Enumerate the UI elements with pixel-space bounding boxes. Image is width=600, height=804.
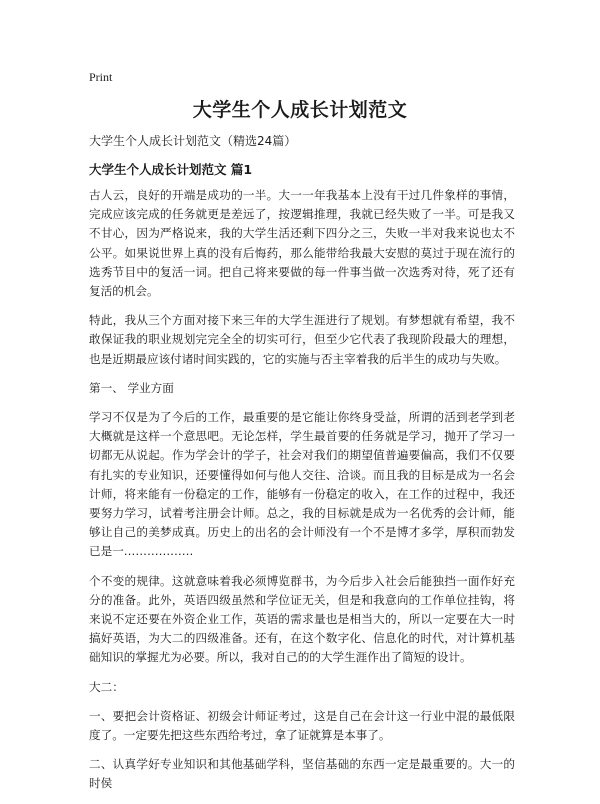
- document-subtitle: 大学生个人成长计划范文（精选24篇）: [89, 134, 297, 148]
- paragraph: 古人云，良好的开端是成功的一半。大一一年我基本上没有干过几件象样的事情，完成应该完成的任务就更是差远了，按逻辑推理，我就已经失败了一半。可是我又不甘心，因为严格说来，我的大学生活还剩下四分之三，失败一半对我来说也太不公平。如果说世界上真的没有后悔药，那么能带给我最大安慰的莫过于现在流行的选秀节目中的复活一词。把自己将来要做的每一件事当做一次选秀对待，死了还有复活的机会。: [89, 188, 515, 299]
- section-heading: 大学生个人成长计划范文 篇1: [89, 162, 253, 177]
- paragraph-heading: 大二：: [89, 679, 124, 694]
- paragraph: 二、认真学好专业知识和其他基础学科，坚信基础的东西一定是最重要的。大一的时侯: [89, 757, 515, 791]
- paragraph: 个不变的规律。这就意味着我必须博览群书，为今后步入社会后能独挡一面作好充分的准备。此外，英语四级虽然和学位证无关，但是和我意向的工作单位挂钩，将来说不定还要在外资企业工作，英语的需求量也是相当大的，所以一定要在大一时搞好英语，为大二的四级准备。还有，在这个数字化、信息化的时代，对计算机基础知识的掌握尤为必要。所以，我对自己的的大学生涯作出了简短的设计。: [89, 573, 515, 665]
- paragraph: 学习不仅是为了今后的工作，最重要的是它能让你终身受益，所谓的活到老学到老大概就是这样一个意思吧。无论怎样，学生最首要的任务就是学习，抛开了学习一切都无从说起。作为学会计的学子，社会对我们的期望值普遍要偏高，我们不仅要有扎实的专业知识，还要懂得如何与他人交往、洽谈。而且我的目标是成为一名会计师，将来能有一份稳定的工作，能够有一份稳定的收入，在工作的过程中，我还要努力学习，试着考注册会计师。总之，我的目标就是成为一名优秀的会计师，能够让自己的美梦成真。历史上的出名的会计师没有一个不是博才多学，厚积而勃发已是一………………: [89, 410, 515, 559]
- print-link[interactable]: Print: [89, 70, 113, 84]
- paragraph: 一、要把会计资格证、初级会计师证考过，这是自己在会计这一行业中混的最低限度了。一定要先把这些东西给考过，拿了证就算是本事了。: [89, 708, 515, 743]
- paragraph: 特此，我从三个方面对接下来三年的大学生涯进行了规划。有梦想就有希望，我不敢保证我的职业规划完完全全的切实可行，但至少它代表了我现阶段最大的理想，也是近期最应该付诸时间实践的，它的实施与否主宰着我的后半生的成功与失败。: [89, 313, 515, 366]
- page-title: 大学生个人成长计划范文: [192, 99, 408, 121]
- paragraph-heading: 第一、 学业方面: [89, 380, 174, 395]
- article-body: [89, 186, 515, 804]
